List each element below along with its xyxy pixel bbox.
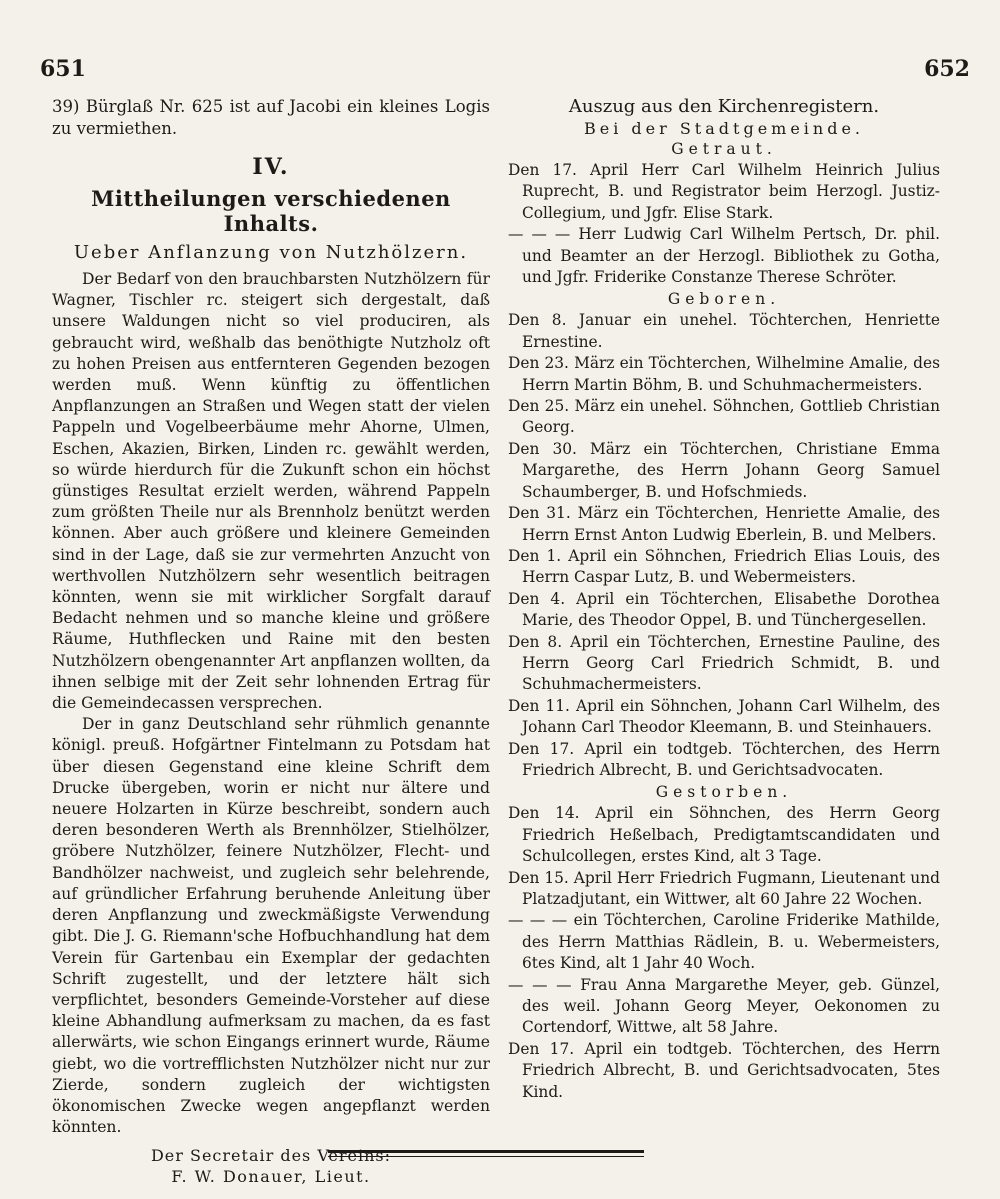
register-entry: Den 17. April Herr Carl Wilhelm Heinrich Julius Ruprecht, B. und Registrator beim Herzogl. Justiz-Collegium, und Jgfr. Elise Stark.	[508, 161, 940, 222]
category-heading-married: Getraut.	[671, 140, 777, 158]
register-entry: — — — ein Töchterchen, Caroline Friderike Mathilde, des Herrn Matthias Rädlein, B. u. Webermeisters, 6tes Kind, alt 1 Jahr 40 Woch.	[508, 911, 940, 973]
category-heading-born: Geboren.	[667, 290, 781, 309]
register-entry: Den 23. März ein Töchterchen, Wilhelmine Amalie, des Herrn Martin Böhm, B. und Schuhmachermeisters.	[508, 354, 940, 394]
register-entry: Den 8. April ein Töchterchen, Ernestine Pauline, des Herrn Georg Carl Friedrich Schmidt, B. und Schuhmachermeisters.	[508, 632, 940, 694]
article-paragraph: Der in ganz Deutschland sehr rühmlich genannte königl. preuß. Hofgärtner Fintelmann zu Potsdam hat über diesen Gegenstand eine kleine Schrift dem Drucke übergeben, worin er nicht nur ältere und neuere Holzarten in Kürze beschreibt, sondern auch deren besonderen Werth als Brennhölzer, Stielhölzer, gröbere Nutzhölzer, feinere Nutzhölzer, Flecht- und Bandhölzer nachweist, und zugleich sehr belehrende, auf gründlicher Erfahrung beruhende Anleitung über deren Anpflanzung und zweckmäßigste Verwendung gibt. Die J. G. Riemann'sche Hofbuchhandlung hat dem Verein für Gartenbau ein Exemplar der gedachten Schrift zugestellt, und der letztere hält sich verpflichtet, besonders Gemeinde-Vorsteher auf diese kleine Abhandlung aufmerksam zu machen, da es fast allerwärts, wie schon Eingangs erinnert wurde, Räume giebt, wo die vortrefflichsten Nutzhölzer nicht nur zur Zierde, sondern zugleich der wichtigsten ökonomischen Zwecke wegen angepflanzt werden könnten.	[52, 715, 490, 1137]
register-entry: — — — Frau Anna Margarethe Meyer, geb. Günzel, des weil. Johann Georg Meyer, Oekonomen zu Cortendorf, Wittwe, alt 58 Jahre.	[508, 975, 940, 1037]
register-entry: Den 11. April ein Söhnchen, Johann Carl Wilhelm, des Johann Carl Theodor Kleemann, B. und Steinhauers.	[508, 696, 940, 737]
category-heading-died: Gestorben.	[655, 783, 793, 802]
article-paragraph: Der Bedarf von den brauchbarsten Nutzhölzern für Wagner, Tischler rc. steigert sich dergestalt, daß unsere Waldungen nicht so viel produciren, als gebraucht wird, weßhalb das benöthigte Nutzholz oft zu hohen Preisen aus entfernteren Gegenden bezogen werden muß. Wenn künftig zu öffentlichen Anpflanzungen an Straßen und Wegen statt der vielen Pappeln und Vogelbeerbäume mehr Ahorne, Ulmen, Eschen, Akazien, Birken, Linden rc. gewählt werden, so würde hierdurch für die Zukunft schon ein höchst günstiges Resultat erzielt werden, während Pappeln zum größten Theile nur als Brennholz benützt werden können. Aber auch größere und kleinere Gemeinden sind in der Lage, daß sie zur vermehrten Anzucht von werthvollen Nutzhölzern sehr wesentlich beitragen könnten, wenn sie mit wirklicher Sorgfalt darauf Bedacht nehmen und so manche kleine und größere Räume, Huthflecken und Raine mit den besten Nutzhölzern obengenannter Art anpflanzen wollten, da ihnen selbige mit der Zeit sehr lohnenden Ertrag für die Gemeindecassen versprechen.	[52, 270, 490, 713]
signoff-name: F. W. Donauer, Lieut.	[171, 1167, 371, 1187]
section-heading: Mittheilungen verschiedenen Inhalts.	[91, 186, 451, 236]
section-number: IV.	[252, 154, 290, 180]
register-entry: Den 1. April ein Söhnchen, Friedrich Elias Louis, des Herrn Caspar Lutz, B. und Webermeisters.	[508, 546, 940, 587]
register-entry: Den 25. März ein unehel. Söhnchen, Gottlieb Christian Georg.	[508, 397, 940, 437]
register-entry: Den 8. Januar ein unehel. Töchterchen, Henriette Ernestine.	[508, 311, 940, 351]
register-entry: Den 17. April ein todtgeb. Töchterchen, des Herrn Friedrich Albrecht, B. und Gerichtsadvocaten.	[508, 739, 940, 779]
closing-rule-thin	[328, 1156, 644, 1157]
left-column	[52, 96, 490, 1186]
register-title: Auszug aus den Kirchenregistern.	[568, 96, 880, 117]
page-number-right: 652	[924, 56, 970, 82]
signoff-role: Der Secretair des Vereins:	[150, 1146, 392, 1166]
register-entry: — — — Herr Ludwig Carl Wilhelm Pertsch, Dr. phil. und Beamter an der Herzogl. Bibliothek zu Gotha, und Jgfr. Friderike Constanze Therese Schröter.	[508, 225, 940, 287]
article-title: Ueber Anflanzung von Nutzhölzern.	[73, 242, 469, 263]
closing-rule	[328, 1150, 644, 1153]
register-entry: Den 30. März ein Töchterchen, Christiane Emma Margarethe, des Herrn Johann Georg Samuel Schaumberger, B. und Hofschmieds.	[508, 439, 940, 501]
register-entry: Den 17. April ein todtgeb. Töchterchen, des Herrn Friedrich Albrecht, B. und Gerichtsadvocaten, 5tes Kind.	[508, 1039, 940, 1101]
register-entry: Den 31. März ein Töchterchen, Henriette Amalie, des Herrn Ernst Anton Ludwig Eberlein, B. und Melbers.	[508, 504, 940, 544]
register-entry: Den 15. April Herr Friedrich Fugmann, Lieutenant und Platzadjutant, ein Wittwer, alt 60 Jahre 22 Wochen.	[508, 868, 940, 908]
register-entry: Den 14. April ein Söhnchen, des Herrn Georg Friedrich Heßelbach, Predigtamtscandidaten und Schulcollegen, erstes Kind, alt 3 Tage.	[508, 804, 940, 866]
register-subtitle: Bei der Stadtgemeinde.	[583, 119, 865, 138]
classified-ad: 39) Bürglaß Nr. 625 ist auf Jacobi ein kleines Logis zu vermiethen.	[52, 97, 490, 138]
right-column	[508, 96, 940, 1103]
page-number-left: 651	[40, 56, 86, 82]
register-entry: Den 4. April ein Töchterchen, Elisabethe Dorothea Marie, des Theodor Oppel, B. und Tünchergesellen.	[508, 589, 940, 630]
